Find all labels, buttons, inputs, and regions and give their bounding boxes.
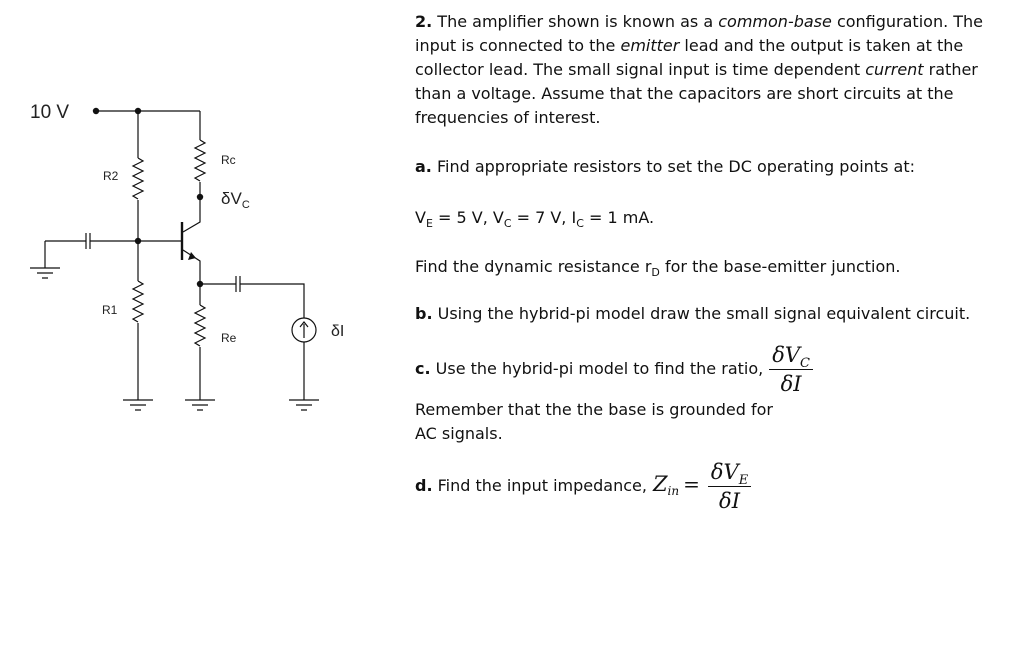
base-capacitor (86, 233, 90, 249)
part-a-text: Find appropriate resistors to set the DC operating points at: (431, 157, 915, 176)
equals-sign: = (683, 472, 700, 496)
collector-voltage-label: $\delta V_C$ (221, 189, 250, 211)
part-b-text: Using the hybrid-pi model draw the small signal equivalent circuit. (432, 304, 971, 323)
rc-resistor (195, 140, 205, 181)
impedance-denominator: δI (719, 489, 740, 513)
part-d-text: Find the input impedance, (432, 476, 647, 495)
problem-number: 2. (415, 12, 433, 31)
remember-note: Remember that the the base is grounded for AC signals. (415, 400, 773, 443)
part-d-label: d. (415, 476, 433, 495)
r1-resistor (133, 281, 143, 322)
part-d (415, 460, 751, 513)
ground-symbol-2 (123, 400, 153, 410)
ratio-numerator: $\delta V_C$ (769, 343, 813, 370)
junction-collector (197, 194, 203, 200)
intro-text-2: configuration. The input is connected to the (415, 12, 984, 55)
r2-label: R2 (103, 169, 119, 183)
supply-voltage-label: 10 V (30, 102, 70, 123)
ground-symbol-3 (185, 400, 215, 410)
collector-wire (183, 182, 200, 232)
part-a (415, 155, 915, 179)
intro-italic-common-base: common-base (718, 12, 832, 31)
part-a-label: a. (415, 157, 432, 176)
circuit-diagram (0, 0, 400, 460)
impedance-fraction (708, 460, 751, 513)
intro-italic-emitter: emitter (620, 36, 680, 55)
r1-label: R1 (102, 303, 118, 317)
junction-base (135, 238, 141, 244)
ground-symbol-1 (30, 268, 60, 278)
emitter-capacitor (236, 276, 240, 292)
ratio-fraction (769, 343, 813, 396)
part-c (415, 343, 813, 396)
rc-label: Rc (221, 153, 236, 167)
intro-italic-current: current (865, 60, 924, 79)
part-c-label: c. (415, 359, 431, 378)
ratio-denominator: δI (780, 372, 802, 396)
operating-points: $V_E = 5$ V, $V_C = 7$ V, $I_C = 1$ mA. (415, 208, 655, 230)
ground-symbol-4 (289, 400, 319, 410)
current-source-label: δI (331, 323, 345, 340)
emitter-arrow (188, 252, 196, 260)
impedance-numerator: $\delta V_E$ (708, 460, 751, 487)
current-source-arrow (300, 322, 308, 338)
part-b-label: b. (415, 304, 433, 323)
dynamic-resistance-question: Find the dynamic resistance $r_D$ for the base-emitter junction. (415, 257, 901, 279)
intro-text-4: rather than a voltage. Assume that the capacitors are short circuits at the frequencies of interest. (415, 60, 978, 127)
part-c-text: Use the hybrid-pi model to find the ratio, (430, 359, 764, 378)
source-wire (240, 284, 304, 318)
intro-text-3: lead and the output is taken at the collector lead. The small signal input is time dependent (415, 36, 964, 79)
problem-intro (415, 10, 1000, 130)
junction-emitter (197, 281, 203, 287)
part-b (415, 302, 970, 326)
re-label: Re (221, 331, 237, 345)
input-impedance-symbol: $Z_{in}$ (652, 472, 680, 498)
supply-terminal (93, 108, 99, 114)
r2-resistor (133, 158, 143, 199)
intro-text-1: The amplifier shown is known as a (432, 12, 719, 31)
junction-supply-r2 (135, 108, 141, 114)
re-resistor (195, 305, 205, 346)
